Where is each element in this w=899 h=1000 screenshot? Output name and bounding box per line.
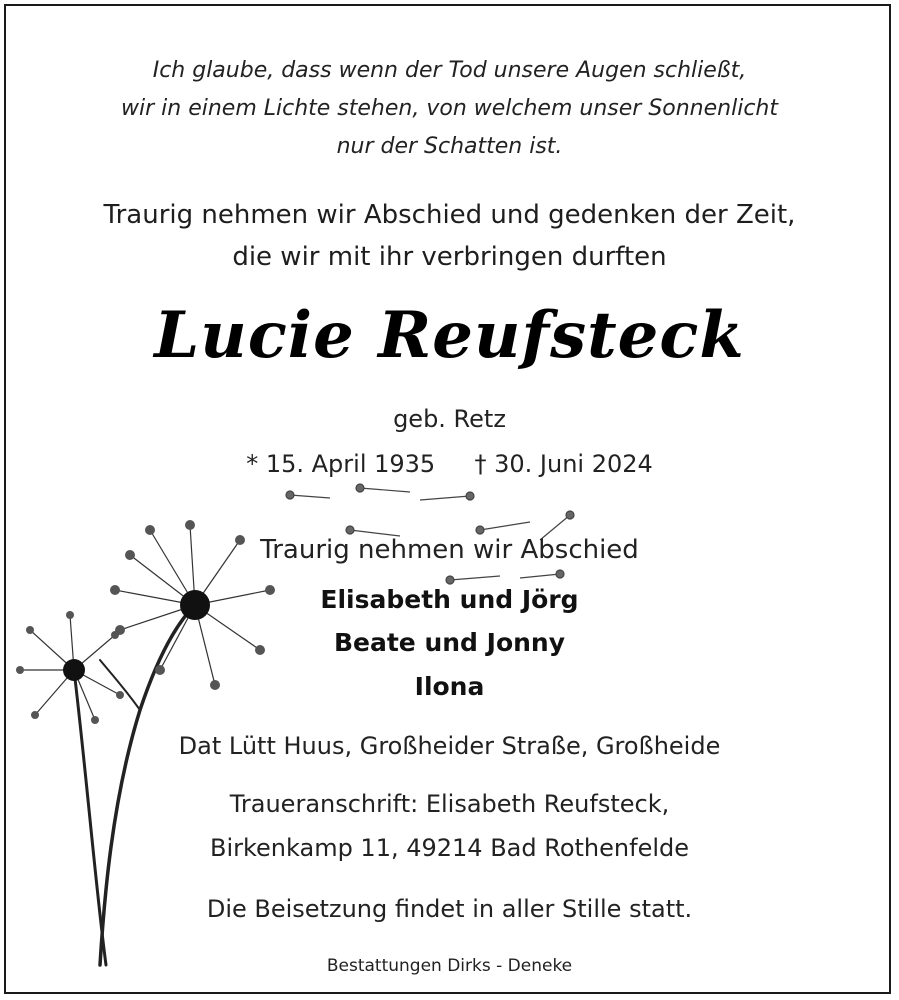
location-line: Dat Lütt Huus, Großheider Straße, Großheide [178, 732, 721, 760]
address-line-2: Birkenkamp 11, 49214 Bad Rothenfelde [209, 834, 689, 862]
family-member-1: Elisabeth und Jörg [320, 585, 579, 614]
family-member-2: Beate und Jonny [333, 628, 566, 657]
address-line-1: Traueranschrift: Elisabeth Reufsteck, [229, 790, 670, 818]
death-date: † 30. Juni 2024 [474, 450, 653, 478]
family-member-3: Ilona [414, 672, 485, 701]
maiden-name: geb. Retz [393, 405, 506, 433]
burial-note: Die Beisetzung findet in aller Stille statt. [206, 895, 693, 923]
mourners-heading: Traurig nehmen wir Abschied [260, 535, 639, 565]
deceased-name: Lucie Reufsteck [154, 298, 745, 373]
birth-date: * 15. April 1935 [246, 450, 436, 478]
quote-line-1: Ich glaube, dass wenn der Tod unsere Augen schließt, [152, 58, 747, 83]
quote-line-3: nur der Schatten ist. [336, 134, 563, 159]
quote-line-2: wir in einem Lichte stehen, von welchem unser Sonnenlicht [121, 96, 778, 121]
undertaker-credit: Bestattungen Dirks - Deneke [326, 956, 573, 976]
intro-line-1: Traurig nehmen wir Abschied und gedenken der Zeit, [103, 200, 796, 230]
intro-line-2: die wir mit ihr verbringen durften [232, 242, 667, 272]
life-dates [0, 450, 899, 478]
